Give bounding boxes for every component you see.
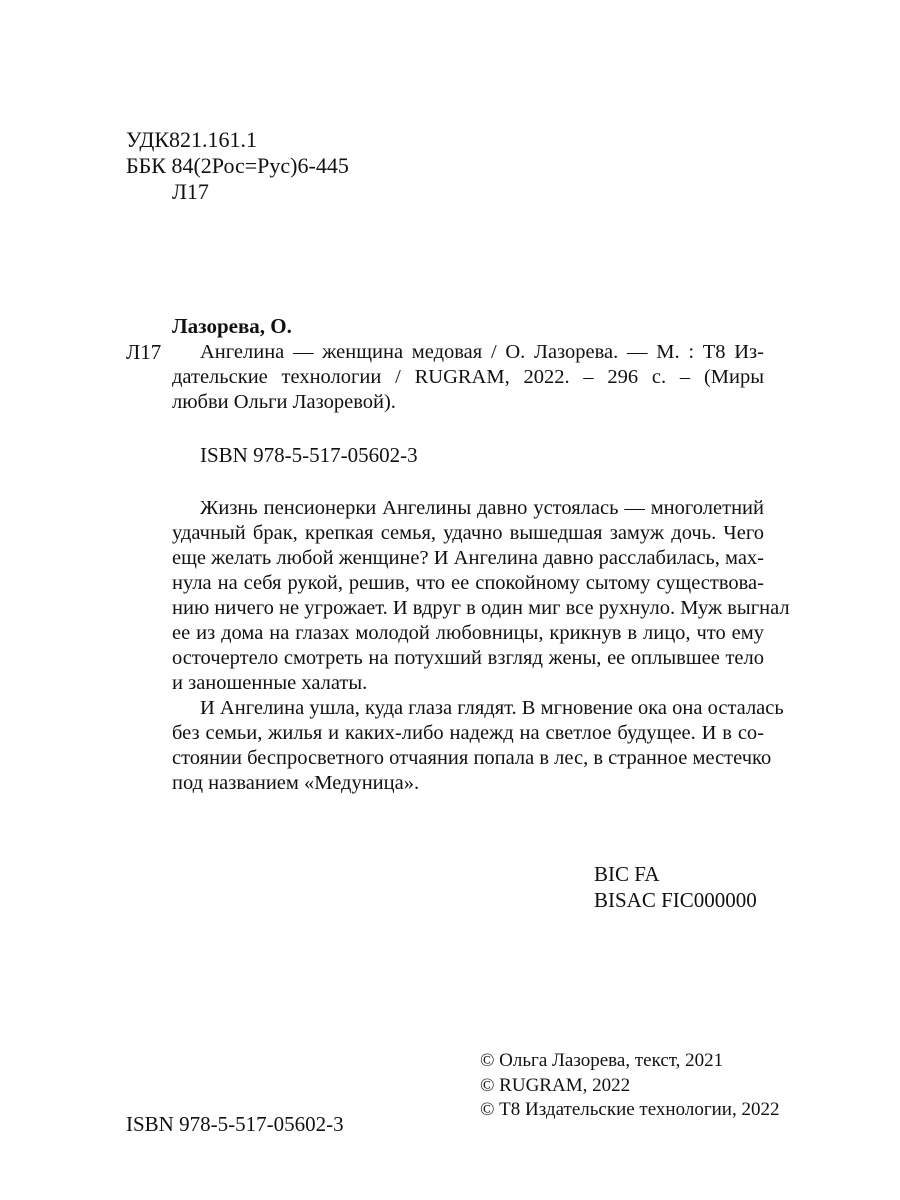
annotation-line: осточертело смотреть на потухший взгляд жены, ее оплывшее тело: [172, 647, 764, 669]
record-entry-line: дательские технологии / RUGRAM, 2022. – 296 с. – (Миры: [172, 366, 764, 388]
record-isbn: ISBN 978-5-517-05602-3: [200, 443, 418, 467]
copyright-line: © Т8 Издательские технологии, 2022: [480, 1099, 780, 1120]
copyright-line: © RUGRAM, 2022: [480, 1075, 631, 1096]
author-mark: Л17: [172, 179, 209, 204]
annotation-line: Жизнь пенсионерки Ангелины давно устоялась — многолетний: [200, 497, 764, 519]
udk-code: УДК821.161.1: [126, 127, 258, 152]
annotation-line: и заношенные халаты.: [172, 672, 368, 694]
bic-code: BIC FA: [594, 862, 660, 886]
record-entry-line: Ангелина — женщина медовая / О. Лазорева. — М. : Т8 Из-: [200, 341, 764, 363]
footer-isbn: ISBN 978-5-517-05602-3: [126, 1112, 344, 1136]
annotation-line: стоянии беспросветного отчаяния попала в лес, в странное местечко: [172, 747, 772, 769]
record-entry-line: любви Ольги Лазоревой).: [172, 391, 396, 413]
annotation-line: ее из дома на глазах молодой любовницы, крикнув в лицо, что ему: [172, 622, 764, 644]
annotation-line: без семьи, жилья и каких-либо надежд на светлое будущее. И в со-: [172, 722, 764, 744]
author-heading: Лазорева, О.: [172, 314, 292, 338]
copyright-line: © Ольга Лазорева, текст, 2021: [480, 1050, 724, 1071]
annotation-line: под названием «Медуница».: [172, 772, 420, 794]
bisac-code: BISAC FIC000000: [594, 888, 757, 912]
annotation-line: еще желать любой женщине? И Ангелина давно расслабилась, мах-: [172, 547, 764, 569]
record-author-mark: Л17: [126, 340, 162, 364]
annotation-line: нула на себя рукой, решив, что ее спокойному сытому существова-: [172, 572, 764, 594]
annotation-line: удачный брак, крепкая семья, удачно вышедшая замуж дочь. Чего: [172, 522, 764, 544]
annotation-line: И Ангелина ушла, куда глаза глядят. В мгновение ока она осталась: [200, 697, 784, 719]
annotation-line: нию ничего не угрожает. И вдруг в один миг все рухнуло. Муж выгнал: [172, 597, 790, 619]
bbk-code: ББК 84(2Рос=Рус)6-445: [126, 153, 349, 178]
